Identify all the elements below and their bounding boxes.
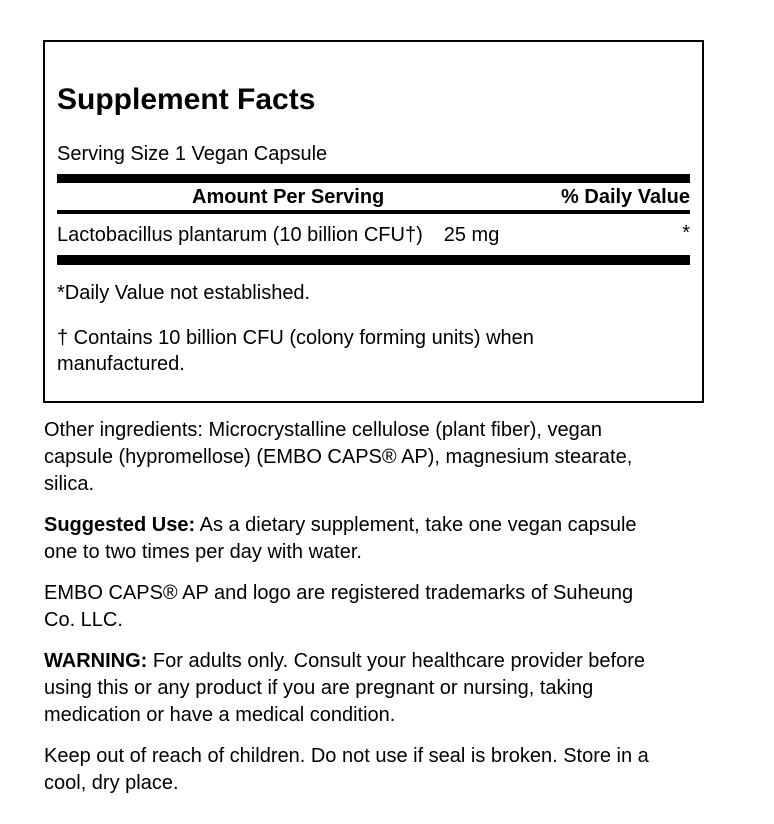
- line-text: capsule (hypromellose) (EMBO CAPS® AP), magnesium stearate,: [44, 446, 633, 468]
- serving-size: Serving Size 1 Vegan Capsule: [57, 143, 328, 165]
- footnote-daily-value: *Daily Value not established.: [57, 282, 311, 304]
- line-text: cool, dry place.: [44, 772, 179, 794]
- text-line: [44, 702, 750, 729]
- lead-text: WARNING:: [44, 650, 148, 672]
- footnote-cfu: [57, 325, 690, 377]
- lead-text: Suggested Use:: [44, 514, 196, 536]
- paragraph-other-ingredients: [44, 417, 750, 498]
- text-line: [44, 648, 750, 675]
- footnote-cfu-line: manufactured.: [57, 353, 185, 375]
- divider-thick-top: [57, 174, 690, 183]
- text-line: [44, 512, 750, 539]
- line-text: EMBO CAPS® AP and logo are registered trademarks of Suheung: [44, 582, 634, 604]
- divider-thin: [57, 210, 690, 214]
- table-row-lactobacillus: [57, 223, 690, 247]
- line-text: medication or have a medical condition.: [44, 704, 396, 726]
- paragraph-storage: [44, 743, 750, 797]
- column-header-daily-value: % Daily Value: [561, 186, 690, 208]
- line-text: Keep out of reach of children. Do not use if seal is broken. Store in a: [44, 745, 649, 767]
- text-line: [44, 675, 750, 702]
- text-line: [44, 417, 750, 444]
- text-line: [44, 743, 750, 770]
- ingredient-name: Lactobacillus plantarum (10 billion CFU†): [57, 224, 423, 246]
- text-line: [44, 770, 750, 797]
- line-text: For adults only. Consult your healthcare provider before: [147, 650, 645, 672]
- text-line: [44, 539, 750, 566]
- line-text: one to two times per day with water.: [44, 541, 362, 563]
- ingredient-amount: 25 mg: [443, 224, 500, 246]
- text-line: [44, 580, 750, 607]
- ingredient-daily-value: *: [682, 222, 690, 244]
- line-text: As a dietary supplement, take one vegan capsule: [195, 514, 637, 536]
- footnote-cfu-line: † Contains 10 billion CFU (colony forming units) when: [57, 327, 534, 349]
- line-text: using this or any product if you are pregnant or nursing, taking: [44, 677, 594, 699]
- supplement-facts-panel: [43, 40, 704, 403]
- panel-title: Supplement Facts: [57, 83, 316, 116]
- text-line: [44, 444, 750, 471]
- paragraph-suggested-use: [44, 512, 750, 566]
- column-header-amount-per-serving: Amount Per Serving: [192, 186, 385, 208]
- line-text: Co. LLC.: [44, 609, 123, 631]
- text-line: [44, 607, 750, 634]
- line-text: Other ingredients: Microcrystalline cellulose (plant fiber), vegan: [44, 419, 603, 441]
- label-body-text: [44, 417, 750, 797]
- paragraph-warning: [44, 648, 750, 729]
- text-line: [44, 471, 750, 498]
- line-text: silica.: [44, 473, 95, 495]
- paragraph-trademark: [44, 580, 750, 634]
- divider-thick-bottom: [57, 255, 690, 265]
- table-header-row: [57, 184, 690, 210]
